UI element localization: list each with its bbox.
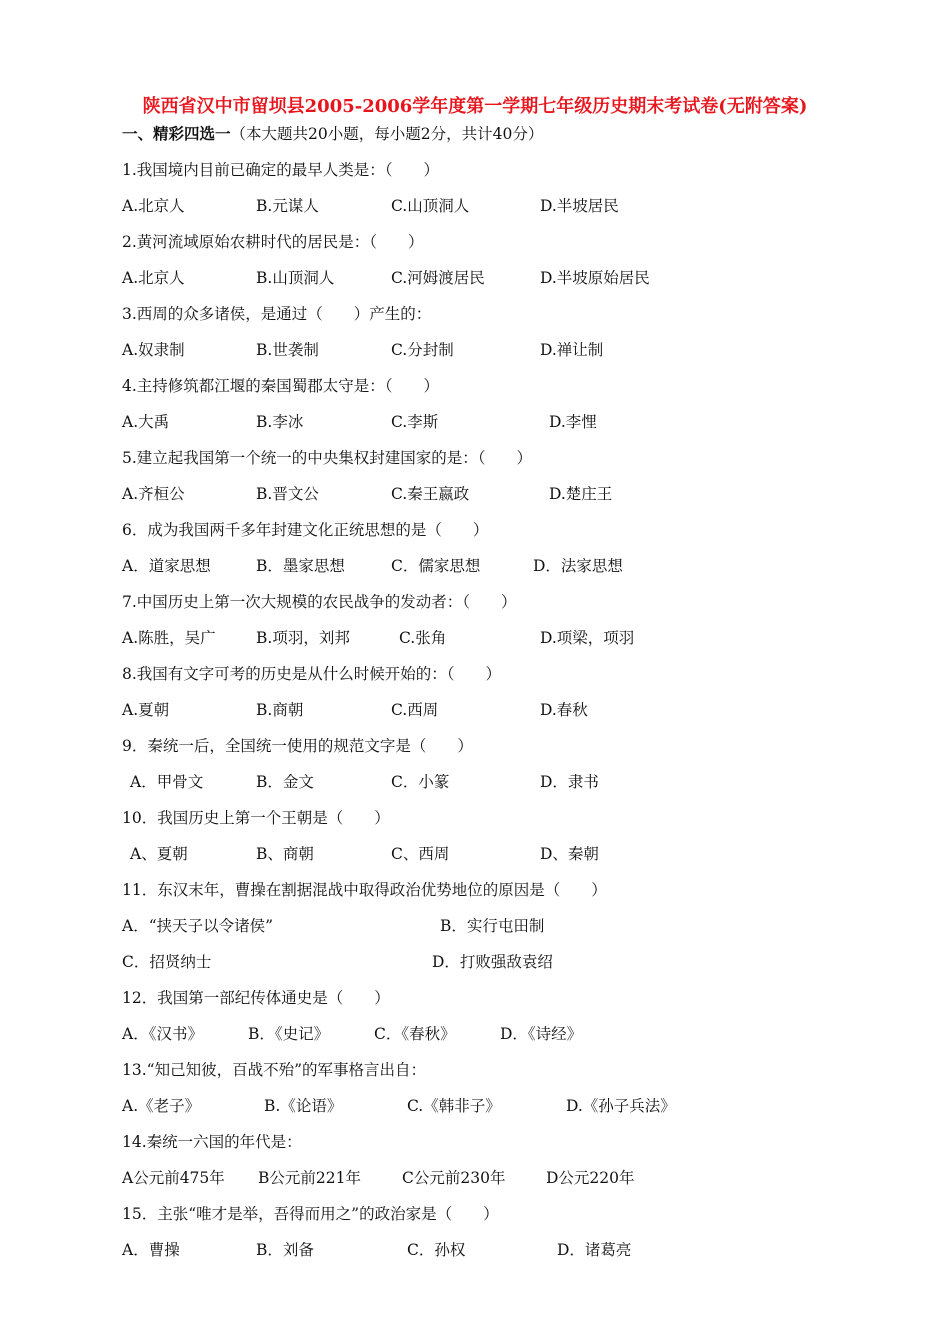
question-stem: 14.秦统一六国的年代是： — [122, 1133, 302, 1151]
option-d: D．诸葛亮 — [557, 1241, 632, 1259]
option-c: C．儒家思想 — [391, 557, 481, 575]
option-a: A．“挟天子以令诸侯” — [122, 917, 274, 935]
exam-title: 陕西省汉中市留坝县2005-2006学年度第一学期七年级历史期末考试卷(无附答案) — [142, 96, 808, 117]
option-d: D.半坡居民 — [540, 197, 619, 215]
option-d: D.楚庄王 — [549, 485, 613, 503]
option-a: A.陈胜，吴广 — [122, 629, 216, 647]
option-d: D.半坡原始居民 — [540, 269, 650, 287]
option-c: C．招贤纳士 — [122, 953, 212, 971]
option-a: A.《老子》 — [122, 1097, 201, 1115]
question-stem: 13.“知己知彼，百战不殆”的军事格言出自： — [122, 1061, 426, 1079]
section-title: 一、精彩四选一 — [122, 124, 231, 143]
option-b: B．实行屯田制 — [440, 917, 545, 935]
option-a: A.北京人 — [122, 269, 185, 287]
option-b: B.项羽，刘邦 — [256, 629, 350, 647]
option-c: C.西周 — [391, 701, 439, 719]
option-c: C．《春秋》 — [374, 1025, 456, 1043]
option-b: B．金文 — [256, 773, 314, 791]
option-d: D.李悝 — [549, 413, 597, 431]
option-a: A．甲骨文 — [130, 773, 204, 791]
option-d: D、秦朝 — [540, 845, 599, 863]
question-stem: 15．主张“唯才是举，吾得而用之”的政治家是（ ） — [122, 1205, 499, 1223]
question-stem: 9．秦统一后，全国统一使用的规范文字是（ ） — [122, 737, 473, 755]
option-a: A.北京人 — [122, 197, 185, 215]
option-d: D.项梁，项羽 — [540, 629, 635, 647]
section-heading — [122, 122, 543, 146]
question-stem: 4.主持修筑都江堰的秦国蜀郡太守是：（ ） — [122, 377, 440, 395]
option-c: C.张角 — [399, 629, 447, 647]
option-a: A.大禹 — [122, 413, 170, 431]
option-a: A.奴隶制 — [122, 341, 185, 359]
question-stem: 3.西周的众多诸侯，是通过（ ）产生的： — [122, 305, 432, 323]
option-d: D.《孙子兵法》 — [566, 1097, 676, 1115]
option-c: C.山顶洞人 — [391, 197, 470, 215]
option-b: B.晋文公 — [256, 485, 319, 503]
option-d: D.禅让制 — [540, 341, 604, 359]
option-a: A、夏朝 — [130, 845, 188, 863]
option-a: A．曹操 — [122, 1241, 180, 1259]
question-stem: 11．东汉末年，曹操在割据混战中取得政治优势地位的原因是（ ） — [122, 881, 607, 899]
option-d: D．隶书 — [540, 773, 599, 791]
option-c: C、西周 — [391, 845, 450, 863]
option-d: D公元220年 — [546, 1169, 635, 1187]
section-note: （本大题共20小题，每小题2分，共计40分） — [230, 125, 544, 143]
option-b: B.世袭制 — [256, 341, 319, 359]
option-b: B.元谋人 — [256, 197, 319, 215]
option-b: B.山顶洞人 — [256, 269, 335, 287]
option-b: B．刘备 — [256, 1241, 314, 1259]
question-stem: 5.建立起我国第一个统一的中央集权封建国家的是：（ ） — [122, 449, 533, 467]
option-c: C.《韩非子》 — [407, 1097, 501, 1115]
option-d: D.春秋 — [540, 701, 588, 719]
question-stem: 8.我国有文字可考的历史是从什么时候开始的：（ ） — [122, 665, 502, 683]
option-c: C.秦王嬴政 — [391, 485, 470, 503]
option-c: C.河姆渡居民 — [391, 269, 485, 287]
option-d: D．法家思想 — [533, 557, 623, 575]
question-stem: 7.中国历史上第一次大规模的农民战争的发动者：（ ） — [122, 593, 517, 611]
option-b: B公元前221年 — [258, 1169, 361, 1187]
option-b: B.李冰 — [256, 413, 304, 431]
option-d: D．《诗经》 — [500, 1025, 583, 1043]
question-stem: 2.黄河流域原始农耕时代的居民是：（ ） — [122, 233, 424, 251]
question-stem: 12．我国第一部纪传体通史是（ ） — [122, 989, 390, 1007]
option-b: B.《论语》 — [264, 1097, 343, 1115]
option-a: A公元前475年 — [122, 1169, 225, 1187]
option-a: A.夏朝 — [122, 701, 170, 719]
option-b: B．《史记》 — [248, 1025, 330, 1043]
option-a: A．《汉书》 — [122, 1025, 203, 1043]
option-c: C．孙权 — [407, 1241, 466, 1259]
option-c: C公元前230年 — [402, 1169, 506, 1187]
option-c: C.分封制 — [391, 341, 454, 359]
question-stem: 1.我国境内目前已确定的最早人类是：（ ） — [122, 161, 440, 179]
option-a: A.齐桓公 — [122, 485, 185, 503]
option-b: B、商朝 — [256, 845, 314, 863]
option-d: D．打败强敌袁绍 — [432, 953, 553, 971]
option-c: C.李斯 — [391, 413, 439, 431]
question-stem: 6．成为我国两千多年封建文化正统思想的是（ ） — [122, 521, 489, 539]
option-a: A．道家思想 — [122, 557, 211, 575]
question-stem: 10．我国历史上第一个王朝是（ ） — [122, 809, 390, 827]
option-b: B.商朝 — [256, 701, 304, 719]
option-c: C．小篆 — [391, 773, 450, 791]
option-b: B．墨家思想 — [256, 557, 345, 575]
